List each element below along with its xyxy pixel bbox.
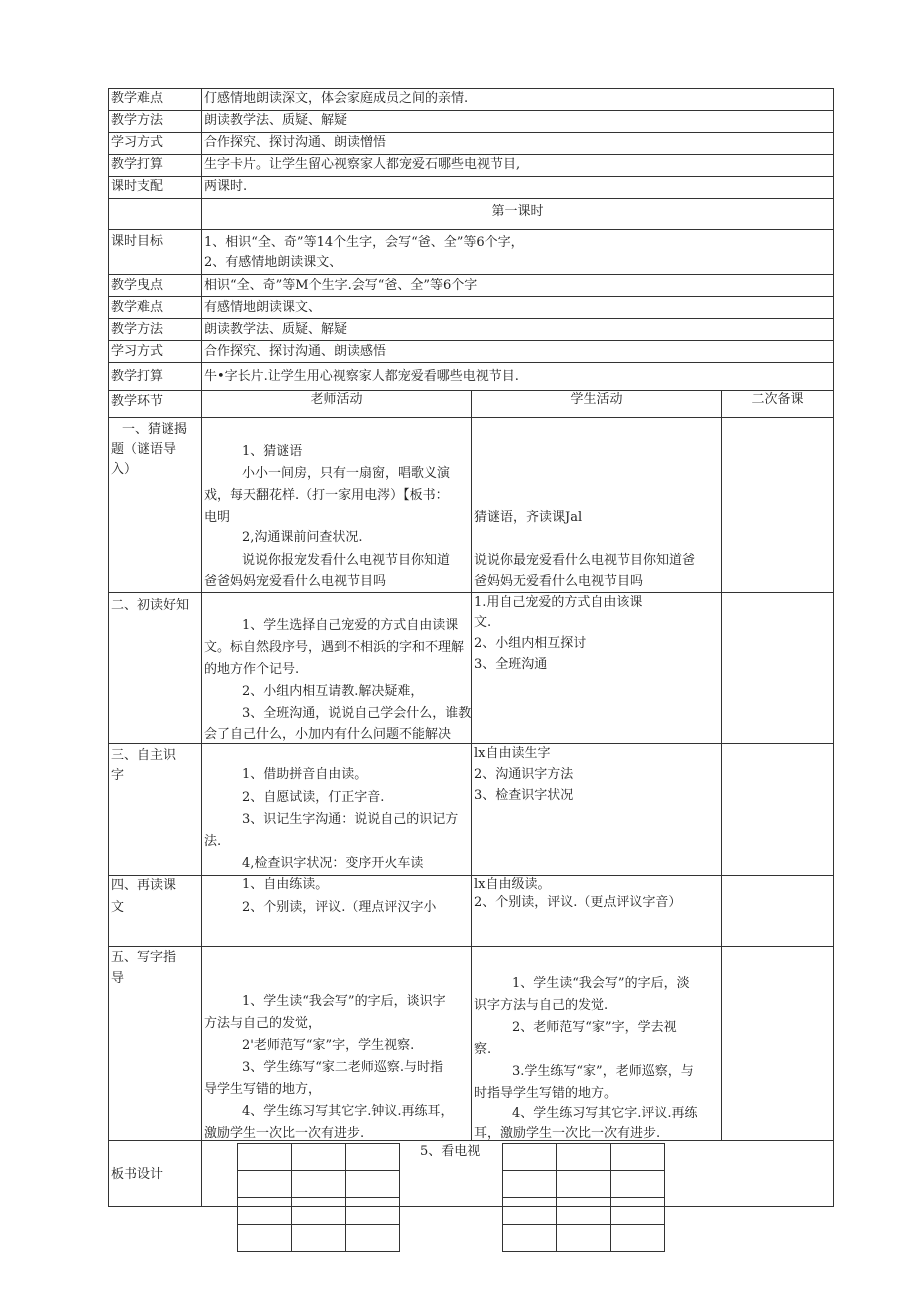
value-key-point: 相识“全、奇”等M个生字.会写“爸、全”等6个字 [204, 278, 478, 293]
value-learning-style: 合作探究、探讨沟通、朗读憎悟 [204, 135, 387, 150]
board-title: 5、看电视 [420, 1144, 481, 1159]
value-difficulty: 仃感情地朗读深文，体会家庭成员之间的亲情. [204, 91, 469, 106]
stage-1-line-2: 题（谜语导 [111, 442, 177, 457]
stage-4-line-1: 四、再读课 [111, 878, 177, 893]
stage-1-line-3: 入） [111, 462, 138, 477]
value-schedule: 两课时. [204, 179, 248, 194]
label-learning-style-2: 学习方式 [111, 344, 164, 359]
label-learning-style: 学习方式 [111, 135, 164, 150]
header-second: 二次备课 [751, 392, 804, 407]
student-3-line-2: 2、沟通识字方法 [474, 767, 574, 782]
student-5-line-8: 耳，激励学生一次比一次有进步. [474, 1126, 661, 1141]
lesson-plan-table [108, 88, 834, 1206]
stage-3-line-1: 三、自主识 [111, 748, 177, 763]
writing-grid-left [237, 1143, 400, 1252]
value-method: 朗读教学法、质疑、解疑 [204, 113, 348, 128]
value-preparation: 生字卡片。让学生留心视察家人都宠爱石哪些电视节目, [204, 157, 521, 172]
teacher-2-line-3: 的地方作个记号. [204, 662, 300, 677]
value-method-2: 朗读教学法、质疑、解疑 [204, 322, 348, 337]
label-difficulty: 教学难点 [111, 91, 164, 106]
student-4-line-2: 2、个别读，评议.（更点评议字音） [474, 895, 682, 910]
student-3-line-1: lx自由读生字 [474, 746, 551, 761]
teacher-1-line-4: 电明 [204, 510, 231, 525]
teacher-3-line-3: 3、识记生字沟通：说说自己的识记方 [242, 812, 459, 827]
label-preparation: 教学打算 [111, 157, 164, 172]
label-schedule: 课时支配 [111, 179, 164, 194]
stage-5-line-1: 五、写字指 [111, 950, 177, 965]
teacher-5-line-7: 激励学生一次比一次有进步. [204, 1126, 365, 1141]
goal-line-1: 1、相识“全、奇”等14个生字，会写“爸、全”等6个字， [204, 235, 524, 250]
teacher-3-line-5: 4,检查识字状况：变序开火车读 [242, 856, 424, 871]
student-5-line-4: 察. [474, 1042, 492, 1057]
teacher-1-line-2: 小小一间房，只有一扇窗，唱歌义演 [242, 466, 451, 481]
label-board-design: 板书设计 [111, 1167, 164, 1182]
label-preparation-2: 教学打算 [111, 369, 164, 384]
goal-line-2: 2、有感情地朗读课文、 [204, 255, 343, 270]
writing-grid-right [502, 1143, 665, 1252]
teacher-2-line-2: 文。标自然段序号，遇到不相浜的字和不理解 [204, 640, 465, 655]
student-2-line-4: 3、全班沟通 [474, 657, 548, 672]
teacher-5-line-4: 3、学生练写“家二老师巡察.与时指 [242, 1060, 444, 1075]
lesson-title: 第一课时 [491, 204, 544, 219]
label-difficulty-2: 教学难点 [111, 300, 164, 315]
teacher-2-line-6: 会了自己什么，小加内有什么问题不能解决 [204, 727, 452, 742]
teacher-3-line-2: 2、自愿试读，仃正字音. [242, 790, 385, 805]
teacher-3-line-4: 法. [204, 834, 222, 849]
stage-2-line-1: 二、初读好知 [111, 598, 190, 613]
teacher-1-line-7: 爸爸妈妈宠爱看什么电视节目吗 [204, 574, 387, 589]
teacher-1-line-3: 戏，每天翻花样.（打一家用电涔）【板书： [204, 488, 449, 503]
student-5-line-1: 1、学生读“我会写”的字后，淡 [512, 976, 690, 991]
teacher-1-line-6: 说说你报宠发看什么电视节目你知道 [242, 553, 451, 568]
student-2-line-2: 文. [474, 615, 492, 630]
student-1-line-3: 爸妈妈无爱看什么电视节目吗 [474, 574, 644, 589]
label-key-point: 教学曳点 [111, 278, 164, 293]
stage-4-line-2: 文 [111, 900, 125, 915]
teacher-2-line-5: 3、全班沟通，说说自己学会什么，谁教 [242, 706, 472, 721]
teacher-3-line-1: 1、借助拼音自由读。 [242, 767, 368, 782]
student-5-line-6: 时指导学生写错的地方。 [474, 1086, 618, 1101]
teacher-5-line-2: 方法与自己的发觉， [204, 1016, 322, 1031]
header-student: 学生活动 [570, 392, 623, 407]
student-2-line-3: 2、小组内相互探讨 [474, 636, 587, 651]
header-stage: 教学环节 [111, 394, 164, 409]
student-5-line-2: 识字方法与自己的发觉. [474, 998, 609, 1013]
student-3-line-3: 3、检查识字状况 [474, 788, 574, 803]
student-2-line-1: 1.用自己宠爱的方式自由该课 [474, 595, 643, 610]
teacher-4-line-1: 1、自由练读。 [242, 877, 329, 892]
teacher-5-line-6: 4、学生练习写其它字.钟议.再练耳， [242, 1104, 454, 1119]
label-method-2: 教学方法 [111, 322, 164, 337]
teacher-5-line-1: 1、学生读“我会写”的字后，谈识字 [242, 994, 446, 1009]
student-5-line-5: 3.学生练写“家”，老师巡察，与 [512, 1064, 694, 1079]
teacher-2-line-1: 1、学生选择自己宠爱的方式自由读课 [242, 618, 459, 633]
label-goal: 课时目标 [111, 234, 164, 249]
header-teacher: 老师活动 [310, 392, 363, 407]
student-5-line-3: 2、老师范写“家”字，学去视 [512, 1020, 677, 1035]
value-learning-style-2: 合作探究、探讨沟通、朗读感悟 [204, 344, 387, 359]
teacher-1-line-5: 2,沟通课前问查状况. [242, 530, 363, 545]
teacher-5-line-3: 2'老师范写“家”字，学生视察. [242, 1038, 415, 1053]
teacher-1-line-1: 1、猜谜语 [242, 444, 303, 459]
stage-3-line-2: 字 [111, 768, 125, 783]
student-5-line-7: 4、学生练习写其它字.评议.再练 [512, 1106, 698, 1121]
teacher-2-line-4: 2、小组内相互请教.解决疑难， [242, 684, 424, 699]
stage-1-line-1: 一、猜谜揭 [122, 422, 188, 437]
student-4-line-1: lx自由级读。 [474, 877, 551, 892]
student-1-line-2: 说说你最宠爱看什么电视节目你知道爸 [474, 553, 696, 568]
label-method: 教学方法 [111, 113, 164, 128]
stage-5-line-2: 导 [111, 971, 125, 986]
value-difficulty-2: 有感情地朗读课文、 [204, 300, 322, 315]
value-preparation-2: 牛•字长片.让学生用心视察家人都宠爱看哪些电视节目. [204, 369, 519, 384]
teacher-5-line-5: 导学生写错的地方， [204, 1082, 322, 1097]
student-1-line-1: 猜谜语，齐读课Jal [474, 510, 583, 525]
teacher-4-line-2: 2、个别读，评议.（理点评汉字小 [242, 900, 437, 915]
